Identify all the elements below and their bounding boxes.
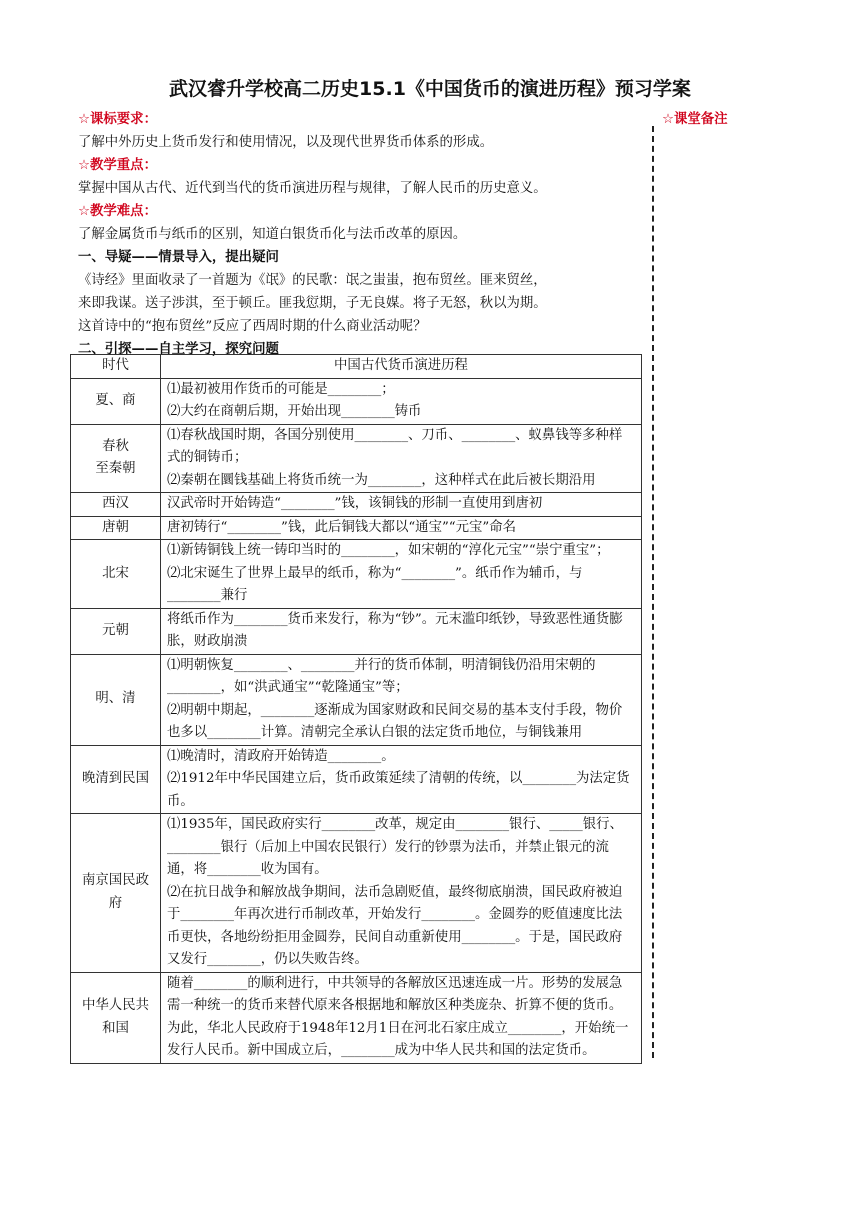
curriculum-text: 了解中外历史上货币发行和使用情况，以及现代世界货币体系的形成。 (78, 135, 494, 150)
part2-heading: 二、引探——自主学习，探究问题 (78, 342, 279, 357)
document-title: 武汉睿升学校高二历史15.1《中国货币的演进历程》预习学案 (169, 78, 691, 100)
era-cell: 春秋 至秦朝 (71, 424, 161, 493)
key-points-text: 掌握中国从古代、近代到当代的货币演进历程与规律，了解人民币的历史意义。 (78, 181, 547, 196)
part1-line-1: 《诗经》里面收录了一首题为《氓》的民歌：氓之蚩蚩，抱布贸丝。匪来贸丝， (78, 273, 547, 288)
era-cell: 明、清 (71, 654, 161, 745)
table-header-row (71, 355, 642, 379)
part1-heading: 一、导疑——情景导入，提出疑问 (78, 250, 279, 265)
content-cell: 汉武帝时开始铸造“________”钱，该铜钱的形制一直使用到唐初 (161, 493, 642, 517)
era-cell: 唐朝 (71, 516, 161, 540)
table-row (71, 424, 642, 493)
content-cell: 唐初铸行“________”钱，此后铜钱大都以“通宝”“元宝”命名 (161, 516, 642, 540)
content-cell: ⑴春秋战国时期，各国分别使用________、刀币、________、蚁鼻钱等多种样式的铜铸币； ⑵秦朝在圜钱基础上将货币统一为________，这种样式在此后被长期沿用 (161, 424, 642, 493)
table-row (71, 972, 642, 1063)
part1-line-2: 来即我谋。送子涉淇，至于顿丘。匪我愆期，子无良媒。将子无怒，秋以为期。 (78, 296, 547, 311)
content-cell: ⑴晚清时，清政府开始铸造________。 ⑵1912年中华民国建立后，货币政策延续了清朝的传统，以________为法定货币。 (161, 745, 642, 814)
table-row (71, 608, 642, 654)
table-row (71, 493, 642, 517)
era-cell: 夏、商 (71, 378, 161, 424)
difficulties-text: 了解金属货币与纸币的区别，知道白银货币化与法币改革的原因。 (78, 227, 467, 242)
era-cell: 元朝 (71, 608, 161, 654)
currency-history-table (70, 354, 642, 1064)
content-cell: ⑴1935年，国民政府实行________改革，规定由________银行、_____银行、________银行（后加上中国农民银行）发行的钞票为法币，并禁止银元的流通，将________收为国有。 ⑵在抗日战争和解放战争期间，法币急剧贬值，最终彻底崩溃，国民政府被迫于________年再次进行币制改革，开始发行________。金圆券的贬值速度比法币更快，各地纷纷拒用金圆券，民间自动重新使用________。于是，国民政府又发行________，仍以失败告终。 (161, 814, 642, 973)
table-row (71, 516, 642, 540)
table-row (71, 814, 642, 973)
content-cell: ⑴明朝恢复________、________并行的货币体制，明清铜钱仍沿用宋朝的________，如“洪武通宝”“乾隆通宝”等； ⑵明朝中期起，________逐渐成为国家财政和民间交易的基本支付手段，物价也多以________计算。清朝完全承认白银的法定货币地位，与铜钱兼用 (161, 654, 642, 745)
table-row (71, 654, 642, 745)
content-cell: ⑴新铸铜钱上统一铸印当时的________，如宋朝的“淳化元宝”“崇宁重宝”； ⑵北宋诞生了世界上最早的纸币，称为“________”。纸币作为辅币，与________兼行 (161, 540, 642, 609)
difficulties-heading: ☆教学难点： (78, 204, 157, 219)
content-cell: 随着________的顺利进行，中共领导的各解放区迅速连成一片。形势的发展急需一种统一的货币来替代原来各根据地和解放区种类庞杂、折算不便的货币。为此，华北人民政府于1948年12月1日在河北石家庄成立________，开始统一发行人民币。新中国成立后，________成为中华人民共和国的法定货币。 (161, 972, 642, 1063)
table-row (71, 745, 642, 814)
class-notes-heading: ☆课堂备注 (662, 112, 728, 127)
era-cell: 西汉 (71, 493, 161, 517)
table-row (71, 378, 642, 424)
era-cell: 中华人民共 和国 (71, 972, 161, 1063)
era-cell: 晚清到民国 (71, 745, 161, 814)
content-cell: 将纸币作为________货币来发行，称为“钞”。元末滥印纸钞，导致恶性通货膨胀，财政崩溃 (161, 608, 642, 654)
era-cell: 北宋 (71, 540, 161, 609)
main-text (78, 108, 646, 361)
table-row (71, 540, 642, 609)
table-body (71, 378, 642, 1063)
key-points-heading: ☆教学重点： (78, 158, 157, 173)
dashed-divider (652, 126, 654, 1058)
header-content: 中国古代货币演进历程 (161, 355, 642, 379)
content-cell: ⑴最初被用作货币的可能是________； ⑵大约在商朝后期，开始出现________铸币 (161, 378, 642, 424)
part1-line-3: 这首诗中的“抱布贸丝”反应了西周时期的什么商业活动呢？ (78, 319, 427, 334)
curriculum-heading: ☆课标要求： (78, 112, 157, 127)
era-cell: 南京国民政 府 (71, 814, 161, 973)
header-era: 时代 (71, 355, 161, 379)
